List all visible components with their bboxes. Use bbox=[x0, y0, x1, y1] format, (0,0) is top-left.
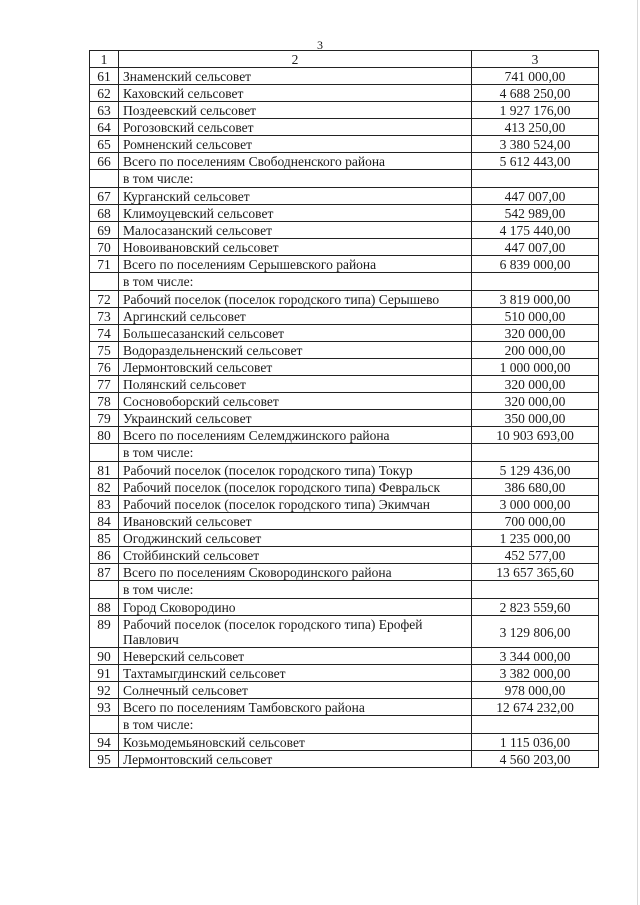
budget-table bbox=[89, 50, 599, 768]
table-row bbox=[90, 153, 599, 170]
row-number: 91 bbox=[90, 665, 119, 682]
row-number: 65 bbox=[90, 136, 119, 153]
settlement-name: в том числе: bbox=[119, 170, 472, 188]
amount-value: 510 000,00 bbox=[472, 308, 599, 325]
row-number: 78 bbox=[90, 393, 119, 410]
header-col-3: 3 bbox=[472, 51, 599, 68]
settlement-name: Каховский сельсовет bbox=[119, 85, 472, 102]
table-row bbox=[90, 393, 599, 410]
table-row bbox=[90, 564, 599, 581]
table-subheader-row bbox=[90, 581, 599, 599]
table-row bbox=[90, 751, 599, 768]
row-number: 72 bbox=[90, 291, 119, 308]
row-number: 67 bbox=[90, 188, 119, 205]
table-row bbox=[90, 648, 599, 665]
settlement-name: Всего по поселениям Свободненского района bbox=[119, 153, 472, 170]
row-number: 68 bbox=[90, 205, 119, 222]
row-number: 87 bbox=[90, 564, 119, 581]
amount-value: 3 344 000,00 bbox=[472, 648, 599, 665]
settlement-name: Солнечный сельсовет bbox=[119, 682, 472, 699]
table-row bbox=[90, 188, 599, 205]
table-row bbox=[90, 616, 599, 648]
amount-value: 320 000,00 bbox=[472, 325, 599, 342]
settlement-name: в том числе: bbox=[119, 581, 472, 599]
table-row bbox=[90, 119, 599, 136]
settlement-name: Рогозовский сельсовет bbox=[119, 119, 472, 136]
table-row bbox=[90, 479, 599, 496]
row-number: 84 bbox=[90, 513, 119, 530]
table-subheader-row bbox=[90, 273, 599, 291]
table-row bbox=[90, 410, 599, 427]
settlement-name: Рабочий поселок (поселок городского типа) Ерофей Павлович bbox=[119, 616, 472, 648]
row-number: 86 bbox=[90, 547, 119, 564]
amount-value: 4 175 440,00 bbox=[472, 222, 599, 239]
amount-value: 542 989,00 bbox=[472, 205, 599, 222]
row-number bbox=[90, 716, 119, 734]
table-row bbox=[90, 496, 599, 513]
table-row bbox=[90, 136, 599, 153]
amount-value: 386 680,00 bbox=[472, 479, 599, 496]
settlement-name: Новоивановский сельсовет bbox=[119, 239, 472, 256]
amount-value: 5 612 443,00 bbox=[472, 153, 599, 170]
settlement-name: Ромненский сельсовет bbox=[119, 136, 472, 153]
settlement-name: Тахтамыгдинский сельсовет bbox=[119, 665, 472, 682]
table-row bbox=[90, 256, 599, 273]
settlement-name: Лермонтовский сельсовет bbox=[119, 751, 472, 768]
row-number: 62 bbox=[90, 85, 119, 102]
settlement-name: Всего по поселениям Сковородинского района bbox=[119, 564, 472, 581]
table-row bbox=[90, 547, 599, 564]
row-number: 73 bbox=[90, 308, 119, 325]
row-number: 69 bbox=[90, 222, 119, 239]
table-row bbox=[90, 530, 599, 547]
row-number: 71 bbox=[90, 256, 119, 273]
amount-value bbox=[472, 444, 599, 462]
settlement-name: Украинский сельсовет bbox=[119, 410, 472, 427]
settlement-name: в том числе: bbox=[119, 273, 472, 291]
row-number: 66 bbox=[90, 153, 119, 170]
table-row bbox=[90, 734, 599, 751]
amount-value: 3 380 524,00 bbox=[472, 136, 599, 153]
table-row bbox=[90, 359, 599, 376]
row-number: 92 bbox=[90, 682, 119, 699]
settlement-name: Ивановский сельсовет bbox=[119, 513, 472, 530]
row-number: 89 bbox=[90, 616, 119, 648]
header-col-1: 1 bbox=[90, 51, 119, 68]
settlement-name: Рабочий поселок (поселок городского типа) Токур bbox=[119, 462, 472, 479]
table-row bbox=[90, 85, 599, 102]
settlement-name: Всего по поселениям Серышевского района bbox=[119, 256, 472, 273]
amount-value: 2 823 559,60 bbox=[472, 599, 599, 616]
settlement-name: в том числе: bbox=[119, 716, 472, 734]
table-row bbox=[90, 222, 599, 239]
table-row bbox=[90, 427, 599, 444]
amount-value: 200 000,00 bbox=[472, 342, 599, 359]
settlement-name: Курганский сельсовет bbox=[119, 188, 472, 205]
settlement-name: Город Сковородино bbox=[119, 599, 472, 616]
table-subheader-row bbox=[90, 170, 599, 188]
amount-value: 700 000,00 bbox=[472, 513, 599, 530]
amount-value: 12 674 232,00 bbox=[472, 699, 599, 716]
row-number: 63 bbox=[90, 102, 119, 119]
amount-value: 13 657 365,60 bbox=[472, 564, 599, 581]
table-body bbox=[90, 51, 599, 768]
row-number bbox=[90, 170, 119, 188]
row-number bbox=[90, 444, 119, 462]
settlement-name: Лермонтовский сельсовет bbox=[119, 359, 472, 376]
amount-value: 452 577,00 bbox=[472, 547, 599, 564]
settlement-name: Большесазанский сельсовет bbox=[119, 325, 472, 342]
settlement-name: Водораздельненский сельсовет bbox=[119, 342, 472, 359]
row-number: 81 bbox=[90, 462, 119, 479]
row-number: 76 bbox=[90, 359, 119, 376]
amount-value: 3 000 000,00 bbox=[472, 496, 599, 513]
amount-value: 6 839 000,00 bbox=[472, 256, 599, 273]
settlement-name: Полянский сельсовет bbox=[119, 376, 472, 393]
settlement-name: Рабочий поселок (поселок городского типа) Серышево bbox=[119, 291, 472, 308]
table-row bbox=[90, 102, 599, 119]
row-number: 94 bbox=[90, 734, 119, 751]
row-number: 77 bbox=[90, 376, 119, 393]
table-row bbox=[90, 665, 599, 682]
table-row bbox=[90, 513, 599, 530]
amount-value: 4 688 250,00 bbox=[472, 85, 599, 102]
row-number: 95 bbox=[90, 751, 119, 768]
settlement-name: Всего по поселениям Селемджинского района bbox=[119, 427, 472, 444]
table-header-row bbox=[90, 51, 599, 68]
table-row bbox=[90, 342, 599, 359]
amount-value: 320 000,00 bbox=[472, 393, 599, 410]
row-number: 64 bbox=[90, 119, 119, 136]
table-row bbox=[90, 239, 599, 256]
table-row bbox=[90, 205, 599, 222]
amount-value: 350 000,00 bbox=[472, 410, 599, 427]
row-number: 80 bbox=[90, 427, 119, 444]
amount-value: 1 000 000,00 bbox=[472, 359, 599, 376]
table-row bbox=[90, 682, 599, 699]
row-number: 61 bbox=[90, 68, 119, 85]
row-number: 74 bbox=[90, 325, 119, 342]
settlement-name: Знаменский сельсовет bbox=[119, 68, 472, 85]
amount-value: 978 000,00 bbox=[472, 682, 599, 699]
amount-value: 3 819 000,00 bbox=[472, 291, 599, 308]
amount-value: 447 007,00 bbox=[472, 188, 599, 205]
table-row bbox=[90, 325, 599, 342]
amount-value: 1 235 000,00 bbox=[472, 530, 599, 547]
settlement-name: Аргинский сельсовет bbox=[119, 308, 472, 325]
row-number: 75 bbox=[90, 342, 119, 359]
amount-value bbox=[472, 170, 599, 188]
amount-value: 5 129 436,00 bbox=[472, 462, 599, 479]
row-number bbox=[90, 273, 119, 291]
settlement-name: Неверский сельсовет bbox=[119, 648, 472, 665]
row-number bbox=[90, 581, 119, 599]
row-number: 85 bbox=[90, 530, 119, 547]
settlement-name: Поздеевский сельсовет bbox=[119, 102, 472, 119]
settlement-name: Сосновоборский сельсовет bbox=[119, 393, 472, 410]
amount-value: 447 007,00 bbox=[472, 239, 599, 256]
table-subheader-row bbox=[90, 444, 599, 462]
row-number: 83 bbox=[90, 496, 119, 513]
table-row bbox=[90, 291, 599, 308]
amount-value: 3 129 806,00 bbox=[472, 616, 599, 648]
amount-value: 413 250,00 bbox=[472, 119, 599, 136]
row-number: 93 bbox=[90, 699, 119, 716]
amount-value bbox=[472, 716, 599, 734]
table-row bbox=[90, 599, 599, 616]
amount-value bbox=[472, 273, 599, 291]
amount-value: 320 000,00 bbox=[472, 376, 599, 393]
row-number: 79 bbox=[90, 410, 119, 427]
row-number: 82 bbox=[90, 479, 119, 496]
settlement-name: Рабочий поселок (поселок городского типа) Февральск bbox=[119, 479, 472, 496]
table-subheader-row bbox=[90, 716, 599, 734]
header-col-2: 2 bbox=[119, 51, 472, 68]
amount-value: 4 560 203,00 bbox=[472, 751, 599, 768]
amount-value: 10 903 693,00 bbox=[472, 427, 599, 444]
settlement-name: в том числе: bbox=[119, 444, 472, 462]
amount-value bbox=[472, 581, 599, 599]
settlement-name: Козьмодемьяновский сельсовет bbox=[119, 734, 472, 751]
settlement-name: Всего по поселениям Тамбовского района bbox=[119, 699, 472, 716]
table-row bbox=[90, 308, 599, 325]
row-number: 90 bbox=[90, 648, 119, 665]
table-row bbox=[90, 699, 599, 716]
settlement-name: Огоджинский сельсовет bbox=[119, 530, 472, 547]
settlement-name: Стойбинский сельсовет bbox=[119, 547, 472, 564]
amount-value: 741 000,00 bbox=[472, 68, 599, 85]
settlement-name: Малосазанский сельсовет bbox=[119, 222, 472, 239]
settlement-name: Климоуцевский сельсовет bbox=[119, 205, 472, 222]
table-row bbox=[90, 68, 599, 85]
scan-edge-line bbox=[637, 0, 638, 905]
row-number: 70 bbox=[90, 239, 119, 256]
amount-value: 1 927 176,00 bbox=[472, 102, 599, 119]
table-row bbox=[90, 462, 599, 479]
page-number: 3 bbox=[317, 38, 323, 52]
settlement-name: Рабочий поселок (поселок городского типа) Экимчан bbox=[119, 496, 472, 513]
amount-value: 3 382 000,00 bbox=[472, 665, 599, 682]
row-number: 88 bbox=[90, 599, 119, 616]
amount-value: 1 115 036,00 bbox=[472, 734, 599, 751]
table-row bbox=[90, 376, 599, 393]
